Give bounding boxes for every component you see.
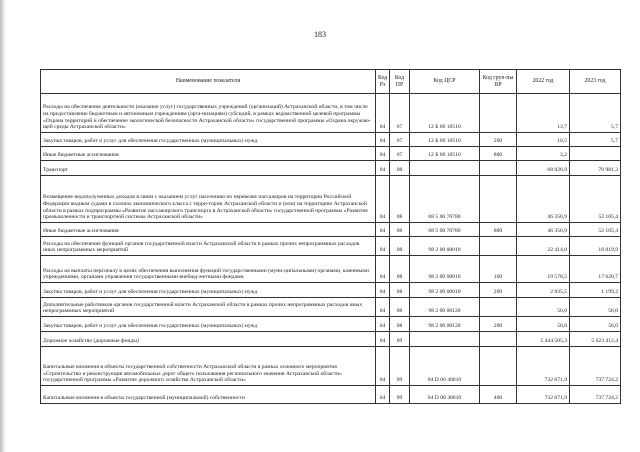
- header-csr: Код ЦСР: [410, 70, 480, 94]
- row-2022: 3,2: [517, 147, 570, 161]
- row-vr: [480, 237, 517, 256]
- row-2023: [570, 147, 621, 161]
- row-name: Иные бюджетные ассигнования: [41, 223, 376, 237]
- row-2023: 1 199,2: [570, 283, 621, 298]
- row-name: Расходы на выплаты персоналу в целях обеспечения выполнения функций государственными (муни-ципальными) органами, казенными учреждениями, органами управления государственными внебюд-жетными фондами: [41, 256, 376, 283]
- row-rz: 04: [376, 94, 390, 133]
- row-2023: 56,0: [570, 317, 621, 332]
- table-row: [41, 386, 621, 404]
- row-name: Расходы на обеспечение деятельности (оказание услуг) государственных учреждений (организаций) Астраханской области, в том числе на предоставление бюджетным и автономным учреждениям (орга-низациям) субсидий, в рамках ведомственной целевой программы «Охрана территорий и обеспечение экологической безопасности Астраханской области» государственной программы «Охрана окружаю-щей среды Астраханской области»: [41, 94, 376, 133]
- budget-table: [40, 69, 621, 404]
- row-2023: 52 105,4: [570, 223, 621, 237]
- row-pr: 08: [390, 283, 410, 298]
- row-name: Дополнительные работников органов государственной власти Астраханской области в рамках прочих непрограммных расходов иных непрограммных мероприятий: [41, 298, 376, 317]
- row-rz: 04: [376, 317, 390, 332]
- row-rz: 04: [376, 223, 390, 237]
- row-2022: 13,7: [517, 94, 570, 133]
- row-name: Закупка товаров, работ и услуг для обеспечения государственных (муниципальных) нужд: [41, 283, 376, 298]
- row-pr: 08: [390, 223, 410, 237]
- table-row: [41, 94, 621, 133]
- row-csr: [410, 332, 480, 347]
- row-csr: 04 D 00 40010: [410, 386, 480, 404]
- row-pr: 08: [390, 298, 410, 317]
- row-2023: 70 981,3: [570, 161, 621, 176]
- row-rz: 04: [376, 283, 390, 298]
- row-vr: [480, 347, 517, 386]
- row-vr: 200: [480, 317, 517, 332]
- row-rz: 04: [376, 256, 390, 283]
- row-csr: 08 5 00 70780: [410, 223, 480, 237]
- table-row: [41, 298, 621, 317]
- row-2022: 2 835,5: [517, 283, 570, 298]
- row-2022: 56,0: [517, 298, 570, 317]
- row-2022: 732 671,9: [517, 347, 570, 386]
- header-pr: Код ПР: [390, 70, 410, 94]
- table-row: [41, 332, 621, 347]
- row-pr: 09: [390, 332, 410, 347]
- table-header-row: [41, 70, 621, 94]
- row-2022: 46 356,9: [517, 223, 570, 237]
- table-row: [41, 147, 621, 161]
- row-2023: 18 819,9: [570, 237, 621, 256]
- row-csr: 12 Б 00 10510: [410, 133, 480, 147]
- row-csr: 98 2 00 00010: [410, 237, 480, 256]
- row-pr: 07: [390, 94, 410, 133]
- table-row: [41, 283, 621, 298]
- table-row: [41, 317, 621, 332]
- row-pr: 07: [390, 147, 410, 161]
- row-name: Расходы на обеспечение функций органов государственной власти Астраханской области в рамках прочих непрограммных расходов иных непрограммных мероприятий: [41, 237, 376, 256]
- header-name: Наименование показателя: [41, 70, 376, 94]
- row-2022: 56,0: [517, 317, 570, 332]
- row-rz: 04: [376, 176, 390, 223]
- row-2022: 5 444 505,3: [517, 332, 570, 347]
- row-rz: 04: [376, 147, 390, 161]
- row-csr: 98 2 00 00010: [410, 283, 480, 298]
- row-csr: 98 2 00 00010: [410, 256, 480, 283]
- row-2023: 737 724,2: [570, 347, 621, 386]
- row-pr: 09: [390, 347, 410, 386]
- row-2022: 10,5: [517, 133, 570, 147]
- row-pr: 09: [390, 386, 410, 404]
- row-csr: 08 5 00 70780: [410, 176, 480, 223]
- row-rz: 04: [376, 237, 390, 256]
- table-row: [41, 133, 621, 147]
- row-2023: 5,7: [570, 133, 621, 147]
- row-2023: 52 105,4: [570, 176, 621, 223]
- header-2023: 2023 год: [570, 70, 621, 94]
- row-vr: [480, 161, 517, 176]
- row-rz: 04: [376, 161, 390, 176]
- row-2022: 46 356,9: [517, 176, 570, 223]
- row-csr: 98 2 00 00120: [410, 317, 480, 332]
- row-csr: 98 2 00 00120: [410, 298, 480, 317]
- row-vr: 100: [480, 256, 517, 283]
- row-2023: 737 724,2: [570, 386, 621, 404]
- row-csr: [410, 161, 480, 176]
- row-2023: 5 623 412,4: [570, 332, 621, 347]
- row-pr: 07: [390, 133, 410, 147]
- row-2022: 22 414,0: [517, 237, 570, 256]
- row-vr: [480, 94, 517, 133]
- row-2022: 732 671,9: [517, 386, 570, 404]
- row-vr: 800: [480, 147, 517, 161]
- row-rz: 04: [376, 298, 390, 317]
- row-pr: 08: [390, 237, 410, 256]
- table-row: [41, 347, 621, 386]
- row-2023: 17 620,7: [570, 256, 621, 283]
- row-vr: 800: [480, 223, 517, 237]
- row-vr: 200: [480, 283, 517, 298]
- header-2022: 2022 год: [517, 70, 570, 94]
- row-name: Транспорт: [41, 161, 376, 176]
- row-name: Дорожное хозяйство (дорожные фонды): [41, 332, 376, 347]
- row-name: Закупка товаров, работ и услуг для обеспечения государственных (муниципальных) нужд: [41, 133, 376, 147]
- row-vr: 400: [480, 386, 517, 404]
- row-name: Капитальные вложения в объекты государственной (муниципальной) собственности: [41, 386, 376, 404]
- row-csr: 04 D 00 40010: [410, 347, 480, 386]
- row-csr: 12 Б 00 10510: [410, 147, 480, 161]
- table-row: [41, 176, 621, 223]
- row-pr: 08: [390, 161, 410, 176]
- row-rz: 04: [376, 386, 390, 404]
- row-name: Закупка товаров, работ и услуг для обеспечения государственных (муниципальных) нужд: [41, 317, 376, 332]
- row-csr: 12 Б 00 10510: [410, 94, 480, 133]
- table-row: [41, 223, 621, 237]
- row-2022: 19 578,5: [517, 256, 570, 283]
- page-number: 183: [314, 30, 326, 39]
- scan-shadow: [0, 0, 6, 452]
- table-row: [41, 237, 621, 256]
- row-2023: 5,7: [570, 94, 621, 133]
- row-pr: 08: [390, 256, 410, 283]
- row-pr: 08: [390, 317, 410, 332]
- row-rz: 04: [376, 332, 390, 347]
- table-row: [41, 161, 621, 176]
- row-rz: 04: [376, 133, 390, 147]
- row-pr: 08: [390, 176, 410, 223]
- table-row: [41, 256, 621, 283]
- header-vr: Код груп-пы ВР: [480, 70, 517, 94]
- row-2022: 68 826,9: [517, 161, 570, 176]
- row-vr: [480, 298, 517, 317]
- row-vr: [480, 332, 517, 347]
- row-rz: 04: [376, 347, 390, 386]
- header-rz: Код Рз: [376, 70, 390, 94]
- row-name: Капитальные вложения в объекты государственной собственности Астраханской области в рамках основного мероприятия «Строительство и реконструкция автомобильных дорог общего пользования регионального значения Астраханской области» государственной программы «Развитие дорожного хозяйства Астраханской области»: [41, 347, 376, 386]
- row-name: Иные бюджетные ассигнования: [41, 147, 376, 161]
- row-vr: [480, 176, 517, 223]
- row-name: Возмещение недополученных доходов в связи с оказанием услуг населению по перевозке пассажиров на территории Российской Федерации водным судами в салонах экономического класса с терри-тории Астраханской области и (или) на территорию Астраханской области в рамках подпрограммы «Развитие пассажирского транспорта в Астраханской области» государственной программы «Развитие промышленности и транспортной системы Астраханской области»: [41, 176, 376, 223]
- row-vr: 200: [480, 133, 517, 147]
- row-2023: 56,0: [570, 298, 621, 317]
